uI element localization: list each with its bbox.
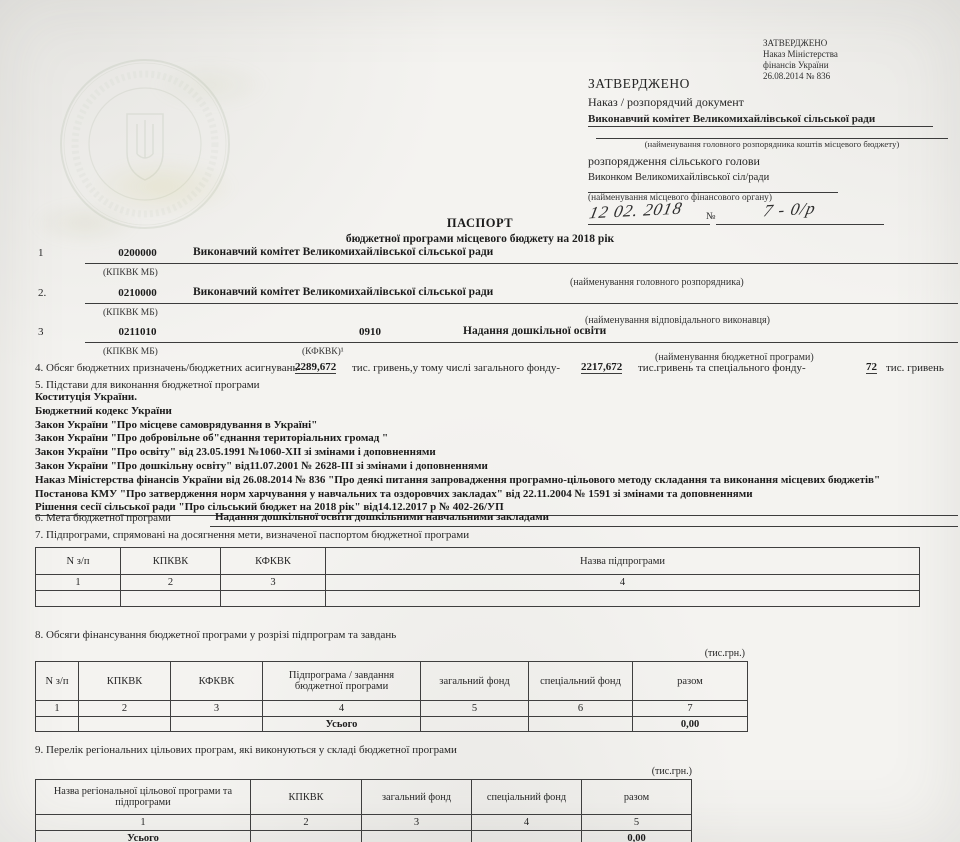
empty-cell (326, 591, 920, 607)
column-number: 4 (326, 575, 920, 591)
row1-name-caption: (найменування головного розпорядника) (570, 277, 744, 288)
approval-block (588, 76, 960, 233)
total-value: 0,00 (633, 717, 748, 732)
empty-cell (171, 717, 263, 732)
row3-program-name: Надання дошкільної освіти (463, 325, 607, 337)
section4-text3: тис. гривень (886, 362, 944, 374)
column-header: N з/п (36, 662, 79, 701)
legal-basis-item: Бюджетний кодекс України (35, 404, 172, 417)
column-number: 2 (251, 815, 362, 831)
legal-basis-item: Закон України "Про місцеве самоврядування в Україні" (35, 418, 318, 431)
document-title-line2: бюджетної програми місцевого бюджету на 2018 рік (345, 233, 615, 245)
column-header: КПКВК (121, 548, 221, 575)
column-number: 1 (36, 701, 79, 717)
section4-label: 4. Обсяг бюджетних призначень/бюджетних асигнувань- (35, 362, 302, 374)
legal-basis-item: Закон України "Про освіту" від 23.05.1991 №1060-XII зі змінами і доповненнями (35, 446, 436, 459)
column-header: КПКВК (79, 662, 171, 701)
column-header: Назва підпрограми (326, 548, 920, 575)
row1-number: 1 (38, 247, 44, 259)
column-number: 3 (221, 575, 326, 591)
empty-cell (121, 591, 221, 607)
column-number: 1 (36, 575, 121, 591)
empty-cell (421, 717, 529, 732)
column-number-row (36, 701, 748, 717)
approval-organization-2: Виконком Великомихайлівської сіл/ради (588, 172, 770, 183)
column-header: КФКВК (221, 548, 326, 575)
column-number: 4 (472, 815, 582, 831)
approval-doc-type: Наказ / розпорядчий документ (588, 95, 744, 109)
row2-name-caption: (найменування відповідального виконавця) (585, 315, 770, 326)
table-header-row (36, 780, 692, 815)
approval-organization: Виконавчий комітет Великомихайлівської сільської ради (588, 113, 933, 127)
approval-note-line: фінансів України (763, 60, 829, 70)
document-title (180, 216, 780, 245)
column-header: спеціальний фонд (529, 662, 633, 701)
row1-org-name: Виконавчий комітет Великомихайлівської сільської ради (193, 246, 494, 258)
ink-smudge (150, 60, 270, 110)
column-header: N з/п (36, 548, 121, 575)
section8-label: 8. Обсяги фінансування бюджетної програми у розрізі підпрограм та завдань (35, 629, 397, 641)
legal-basis-item: Закон України "Про дошкільну освіту" від11.07.2001 № 2628-III зі змінами і доповненнями (35, 459, 488, 472)
approval-caption: (найменування головного розпорядника коштів місцевого бюджету) (644, 139, 900, 149)
column-header: разом (582, 780, 692, 815)
handwritten-document-number: 7 - 0/р (761, 198, 818, 221)
row2-number: 2. (38, 287, 47, 299)
column-number: 7 (633, 701, 748, 717)
total-row (36, 717, 748, 732)
financing-table (35, 661, 748, 732)
column-number: 4 (263, 701, 421, 717)
approval-title: ЗАТВЕРДЖЕНО (588, 76, 690, 91)
empty-cell (36, 591, 121, 607)
section4-text1: тис. гривень,у тому числі загального фонду- (352, 362, 561, 374)
row1-code-caption: (КПКВК МБ) (103, 268, 158, 278)
column-header: разом (633, 662, 748, 701)
total-value: 0,00 (582, 831, 692, 842)
table-header-row (36, 548, 920, 575)
column-number: 6 (529, 701, 633, 717)
row3-kpkvk-code: 0211010 (118, 326, 157, 338)
row1-kpkvk-code: 0200000 (118, 247, 157, 259)
column-number: 5 (582, 815, 692, 831)
empty-cell (472, 831, 582, 842)
regional-programs-table (35, 779, 692, 842)
row3-underline (85, 342, 958, 343)
section5-legal-basis-list (35, 391, 958, 516)
section6-underline (210, 526, 958, 527)
column-number: 3 (362, 815, 472, 831)
column-header: Підпрограма / завдання бюджетної програми (263, 662, 421, 701)
approval-note-line: Наказ Міністерства (763, 49, 838, 59)
row3-name-caption: (найменування бюджетної програми) (655, 352, 814, 363)
empty-cell (221, 591, 326, 607)
approval-note-line: 26.08.2014 № 836 (763, 71, 831, 81)
row2-underline (85, 303, 958, 304)
legal-basis-item: Наказ Міністерства фінансів України від 26.08.2014 № 836 "Про деякі питання запровадження програмно-цільового методу складання та виконання місцевих бюджетів" (35, 473, 881, 486)
total-label: Усього (36, 831, 251, 842)
handwritten-date: 12 02. 2018 (587, 198, 685, 223)
column-number: 3 (171, 701, 263, 717)
approval-note-line: ЗАТВЕРДЖЕНО (763, 38, 828, 48)
row3-number: 3 (38, 326, 44, 338)
column-header: загальний фонд (362, 780, 472, 815)
approval-caption: (найменування місцевого фінансового органу) (588, 193, 772, 203)
column-number-row (36, 815, 692, 831)
row2-code-caption: (КПКВК МБ) (103, 308, 158, 318)
empty-cell (362, 831, 472, 842)
approval-order-type: розпорядження сільського голови (588, 154, 760, 168)
section4-general-fund-amount: 2217,672 (581, 361, 623, 373)
column-header: КФКВК (171, 662, 263, 701)
empty-cell (79, 717, 171, 732)
row3-code-caption: (КПКВК МБ) (103, 347, 158, 357)
number-sign-label: № (706, 211, 716, 222)
section6-goal-value: Надання дошкільної освіти дошкільними навчальними закладами (215, 511, 549, 523)
section4-text2: тис.гривень та спеціального фонду- (638, 362, 806, 374)
legal-basis-item: Коституція України. (35, 391, 138, 403)
section7-label: 7. Підпрограми, спрямовані на досягнення мети, визначеної паспортом бюджетної програми (35, 529, 470, 541)
column-header: загальний фонд (421, 662, 529, 701)
empty-cell (251, 831, 362, 842)
legal-basis-item: Рішення сесії сільської ради "Про сільський бюджет на 2018 рік" від14.12.2017 р № 402-26/УП (35, 501, 958, 516)
column-header: спеціальний фонд (472, 780, 582, 815)
section9-label: 9. Перелік регіональних цільових програм, які виконуються у складі бюджетної програми (35, 744, 457, 756)
column-number: 2 (121, 575, 221, 591)
subprograms-table (35, 547, 920, 607)
section6-label: 6. Мета бюджетної програми (35, 512, 171, 524)
total-label: Усього (263, 717, 421, 732)
column-number: 5 (421, 701, 529, 717)
row3-kfkvk-caption: (КФКВК)¹ (302, 347, 344, 357)
legal-basis-item: Постанова КМУ "Про затвердження норм харчування у навчальних та оздоровчих закладах" від 22.11.2004 № 1591 зі змінами та доповненнями (35, 487, 753, 500)
empty-cell (36, 717, 79, 732)
table-header-row (36, 662, 748, 701)
row2-org-name: Виконавчий комітет Великомихайлівської сільської ради (193, 286, 494, 298)
column-header: КПКВК (251, 780, 362, 815)
row3-kfkvk-code: 0910 (359, 326, 381, 338)
total-row (36, 831, 692, 842)
row2-kpkvk-code: 0210000 (118, 287, 157, 299)
empty-data-row (36, 591, 920, 607)
section8-unit-note: (тис.грн.) (704, 648, 745, 659)
row1-underline (85, 263, 958, 264)
column-number-row (36, 575, 920, 591)
section4-special-fund-amount: 72 (866, 361, 877, 373)
ink-smudge (30, 200, 140, 246)
document-title-line1: ПАСПОРТ (446, 216, 514, 230)
column-header: Назва регіональної цільової програми та підпрограми (36, 780, 251, 815)
section9-unit-note: (тис.грн.) (651, 766, 692, 777)
section4-total-amount: 2289,672 (295, 361, 337, 373)
column-number: 2 (79, 701, 171, 717)
empty-cell (529, 717, 633, 732)
legal-basis-item: Закон України "Про добровільне об"єднання територіальних громад " (35, 432, 389, 445)
section5-label: 5. Підстави для виконання бюджетної програми (35, 379, 260, 391)
column-number: 1 (36, 815, 251, 831)
